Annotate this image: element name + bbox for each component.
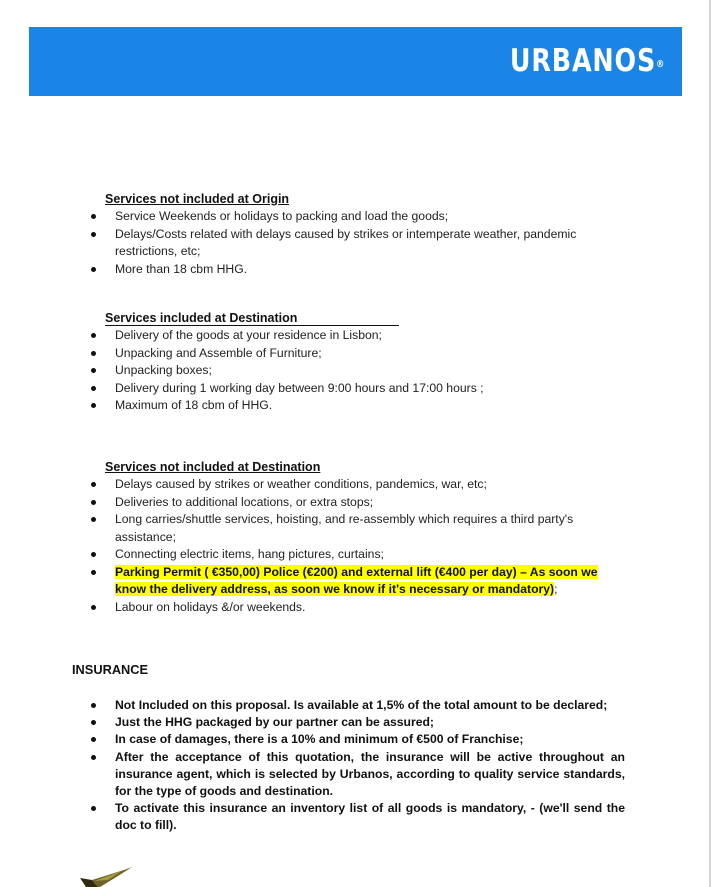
checkmark-icon bbox=[78, 866, 134, 887]
list-item: Labour on holidays &/or weekends. bbox=[0, 599, 711, 617]
bullet-icon bbox=[91, 552, 96, 557]
bullet-icon bbox=[91, 368, 96, 373]
bullet-icon bbox=[91, 482, 96, 487]
destination-excluded-list bbox=[0, 476, 711, 616]
parking-permit-highlight: Parking Permit ( €350,00) Police (€200) and external lift (€400 per day) – As soon we know the delivery address, as soon we know if it's necessary or mandatory) bbox=[115, 564, 598, 596]
list-item: After the acceptance of this quotation, the insurance will be active throughout an insurance agent, which is selected by Urbanos, according to quality service standards, for the type of goods and destination. bbox=[0, 749, 711, 801]
list-item: Not Included on this proposal. Is available at 1,5% of the total amount to be declared; bbox=[0, 697, 711, 714]
insurance-list bbox=[0, 697, 711, 835]
list-item: More than 18 cbm HHG. bbox=[0, 261, 711, 279]
list-item: Delays/Costs related with delays caused by strikes or intemperate weather, pandemic restrictions, etc; bbox=[0, 226, 711, 261]
origin-excluded-list bbox=[0, 208, 711, 278]
list-item: Unpacking and Assemble of Furniture; bbox=[0, 345, 711, 363]
highlighted-list-item: Parking Permit ( €350,00) Police (€200) and external lift (€400 per day) – As soon we know the delivery address, as soon we know if it's necessary or mandatory); bbox=[0, 564, 711, 599]
header-bar bbox=[29, 27, 682, 96]
bullet-icon bbox=[91, 386, 96, 391]
bullet-icon bbox=[91, 214, 96, 219]
list-item: To activate this insurance an inventory list of all goods is mandatory, - (we'll send the doc to fill). bbox=[0, 800, 711, 834]
bullet-icon bbox=[91, 232, 96, 237]
list-item: Unpacking boxes; bbox=[0, 362, 711, 380]
list-item: Delays caused by strikes or weather conditions, pandemics, war, etc; bbox=[0, 476, 711, 494]
bullet-icon bbox=[91, 737, 96, 742]
bullet-icon bbox=[91, 500, 96, 505]
bullet-icon bbox=[91, 403, 96, 408]
destination-included-heading: Services included at Destination bbox=[105, 311, 399, 326]
bullet-icon bbox=[91, 703, 96, 708]
list-item: Long carries/shuttle services, hoisting, and re-assembly which requires a third party's assistance; bbox=[0, 511, 711, 546]
list-item: Just the HHG packaged by our partner can be assured; bbox=[0, 714, 711, 731]
origin-excluded-heading: Services not included at Origin bbox=[105, 192, 290, 206]
bullet-icon bbox=[91, 333, 96, 338]
destination-included-list bbox=[0, 327, 711, 415]
list-item: In case of damages, there is a 10% and minimum of €500 of Franchise; bbox=[0, 731, 711, 748]
bullet-icon bbox=[91, 570, 96, 575]
bullet-icon bbox=[91, 517, 96, 522]
list-item: Maximum of 18 cbm of HHG. bbox=[0, 397, 711, 415]
list-item: Deliveries to additional locations, or extra stops; bbox=[0, 494, 711, 512]
insurance-title: INSURANCE bbox=[72, 662, 149, 677]
list-item: Delivery during 1 working day between 9:00 hours and 17:00 hours ; bbox=[0, 380, 711, 398]
bullet-icon bbox=[91, 351, 96, 356]
bullet-icon bbox=[91, 755, 96, 760]
bullet-icon bbox=[91, 806, 96, 811]
destination-excluded-heading: Services not included at Destination bbox=[105, 460, 321, 474]
list-item: Delivery of the goods at your residence in Lisbon; bbox=[0, 327, 711, 345]
list-item: Connecting electric items, hang pictures, curtains; bbox=[0, 546, 711, 564]
list-item: Service Weekends or holidays to packing and load the goods; bbox=[0, 208, 711, 226]
bullet-icon bbox=[91, 720, 96, 725]
bullet-icon bbox=[91, 605, 96, 610]
brand-logo: URBANOS® bbox=[509, 43, 664, 79]
bullet-icon bbox=[91, 267, 96, 272]
